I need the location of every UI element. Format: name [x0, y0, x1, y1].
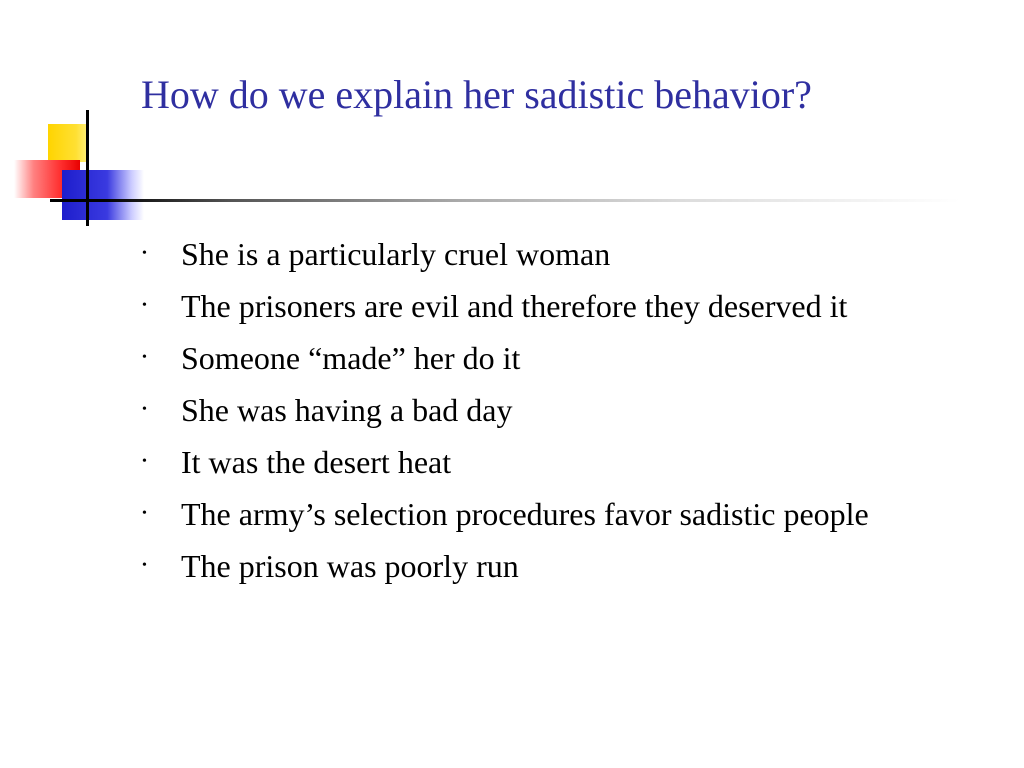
bullet-dot-icon: •: [142, 558, 147, 573]
decorative-logo: [0, 0, 160, 240]
bullet-item: [138, 336, 988, 380]
bullet-text: The army’s selection procedures favor sadistic people: [181, 496, 869, 532]
bullet-dot-icon: •: [142, 298, 147, 313]
bullet-item: [138, 440, 988, 484]
bullet-dot-icon: •: [142, 350, 147, 365]
bullet-text: The prisoners are evil and therefore they deserved it: [181, 288, 848, 324]
bullet-dot-icon: •: [142, 246, 147, 261]
bullet-item: [138, 232, 988, 276]
bullet-text: Someone “made” her do it: [181, 340, 521, 376]
bullet-item: [138, 388, 988, 432]
bullet-item: [138, 544, 988, 588]
bullet-dot-icon: •: [142, 506, 147, 521]
bullet-text: She is a particularly cruel woman: [181, 236, 611, 272]
vertical-rule: [86, 110, 89, 226]
bullet-dot-icon: •: [142, 454, 147, 469]
slide-title: How do we explain her sadistic behavior?: [141, 72, 812, 117]
bullet-text: It was the desert heat: [181, 444, 452, 480]
yellow-square: [48, 124, 88, 162]
title-underline-rule: [50, 199, 960, 202]
bullet-text: She was having a bad day: [181, 392, 513, 428]
bullet-dot-icon: •: [142, 402, 147, 417]
bullet-item: [138, 492, 988, 536]
blue-square: [62, 170, 144, 220]
bullet-item: [138, 284, 988, 328]
bullet-list: [138, 232, 988, 596]
bullet-text: The prison was poorly run: [181, 548, 519, 584]
